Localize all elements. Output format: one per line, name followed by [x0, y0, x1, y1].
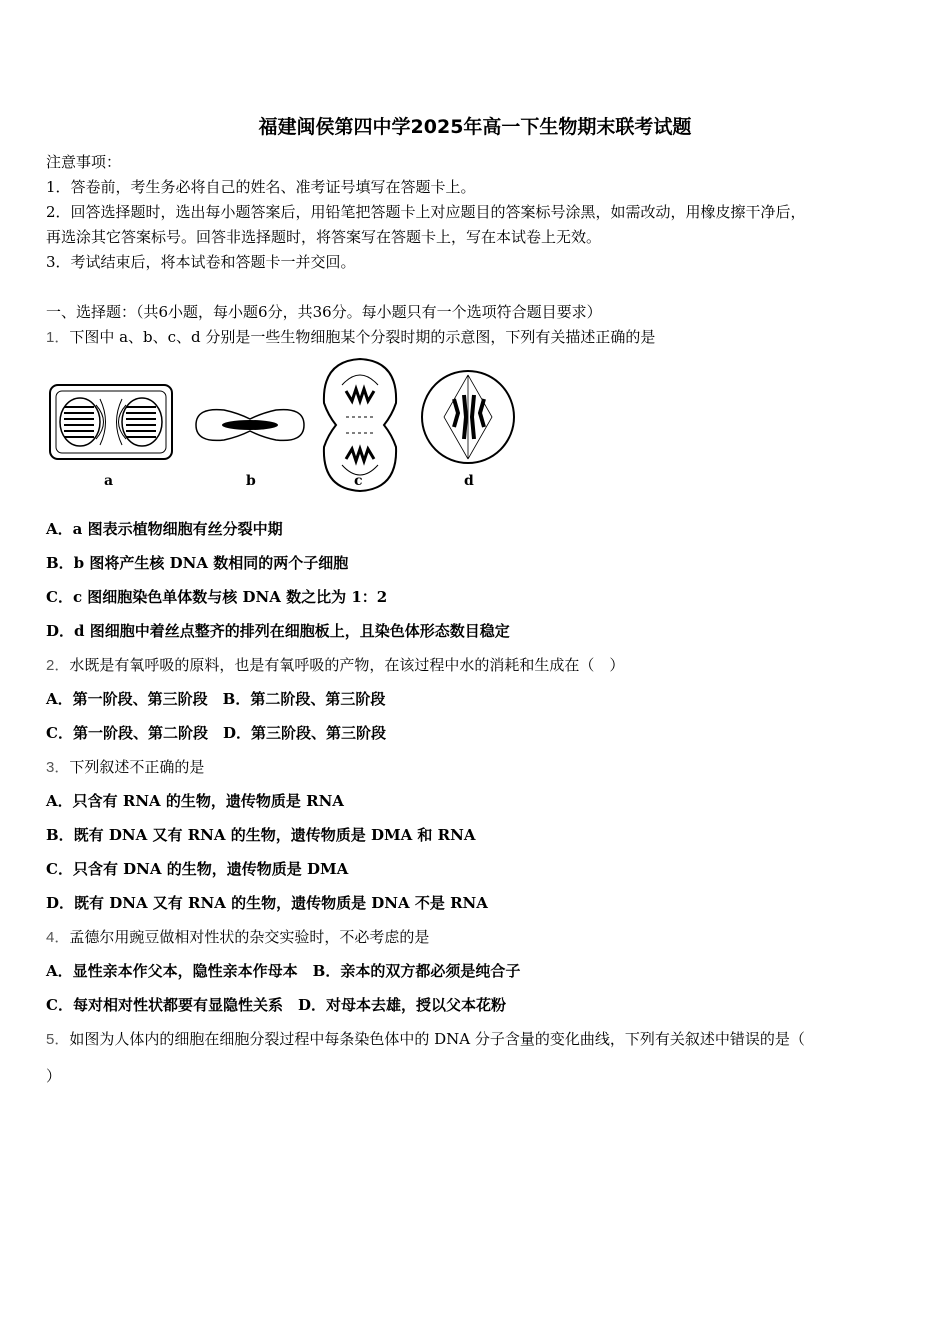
question-4-stem	[46, 927, 429, 948]
question-text: 如图为人体内的细胞在细胞分裂过程中每条染色体中的 DNA 分子含量的变化曲线，下列有关叙述中错误的是（	[69, 1030, 805, 1048]
answer-option: C．每对相对性状都要有显隐性关系 D．对母本去雄，授以父本花粉	[46, 996, 506, 1014]
question-2-stem	[46, 655, 624, 676]
cell-b-drawing	[196, 410, 304, 441]
cell-division-figure	[46, 355, 526, 495]
answer-option: C．只含有 DNA 的生物，遗传物质是 DMA	[46, 860, 349, 878]
question-text: 下图中 a、b、c、d 分别是一些生物细胞某个分裂时期的示意图，下列有关描述正确的是	[69, 328, 656, 346]
notice-item: 2．回答选择题时，选出每小题答案后，用铅笔把答题卡上对应题目的答案标号涂黑，如需改动，用橡皮擦干净后，	[46, 203, 806, 221]
answer-option: D．既有 DNA 又有 RNA 的生物，遗传物质是 DNA 不是 RNA	[46, 894, 488, 912]
answer-option: C．第一阶段、第二阶段 D．第三阶段、第三阶段	[46, 724, 386, 742]
figure-label-d: d	[464, 473, 474, 489]
question-text: 下列叙述不正确的是	[69, 758, 205, 776]
section-heading: 一、选择题：（共6小题，每小题6分，共36分。每小题只有一个选项符合题目要求）	[46, 303, 602, 321]
question-text: 孟德尔用豌豆做相对性状的杂交实验时，不必考虑的是	[69, 928, 430, 946]
question-number: 3．	[46, 759, 70, 776]
question-5-stem-cont: ）	[46, 1067, 62, 1085]
answer-option: D．d 图细胞中着丝点整齐的排列在细胞板上，且染色体形态数目稳定	[46, 622, 510, 640]
notice-heading: 注意事项：	[46, 153, 122, 171]
cell-c-drawing	[324, 359, 396, 491]
answer-option: B．b 图将产生核 DNA 数相同的两个子细胞	[46, 554, 349, 572]
cell-a-drawing	[50, 385, 172, 459]
question-1-stem	[46, 327, 655, 348]
notice-item: 1．答卷前，考生务必将自己的姓名、准考证号填写在答题卡上。	[46, 178, 476, 196]
question-3-stem	[46, 757, 204, 778]
question-5-stem	[46, 1029, 805, 1050]
question-number: 1．	[46, 329, 70, 346]
answer-option: A．第一阶段、第三阶段 B．第二阶段、第三阶段	[46, 690, 386, 708]
answer-option: A．只含有 RNA 的生物，遗传物质是 RNA	[46, 792, 344, 810]
question-number: 2．	[46, 657, 70, 674]
answer-option: A．显性亲本作父本，隐性亲本作母本 B．亲本的双方都必须是纯合子	[46, 962, 521, 980]
notice-item: 再选涂其它答案标号。回答非选择题时，将答案写在答题卡上，写在本试卷上无效。	[46, 228, 602, 246]
answer-option: C．c 图细胞染色单体数与核 DNA 数之比为 1：2	[46, 588, 388, 606]
figure-label-c: c	[354, 473, 363, 489]
question-text: 水既是有氧呼吸的原料，也是有氧呼吸的产物，在该过程中水的消耗和生成在（ ）	[69, 656, 625, 674]
question-number: 4．	[46, 929, 70, 946]
cell-d-drawing	[422, 371, 514, 463]
figure-label-b: b	[246, 473, 256, 489]
notice-item: 3．考试结束后，将本试卷和答题卡一并交回。	[46, 253, 356, 271]
answer-option: A．a 图表示植物细胞有丝分裂中期	[46, 520, 283, 538]
answer-option: B．既有 DNA 又有 RNA 的生物，遗传物质是 DMA 和 RNA	[46, 826, 476, 844]
figure-label-a: a	[104, 473, 114, 489]
exam-title: 福建闽侯第四中学2025年高一下生物期末联考试题	[258, 116, 692, 138]
question-number: 5．	[46, 1031, 70, 1048]
